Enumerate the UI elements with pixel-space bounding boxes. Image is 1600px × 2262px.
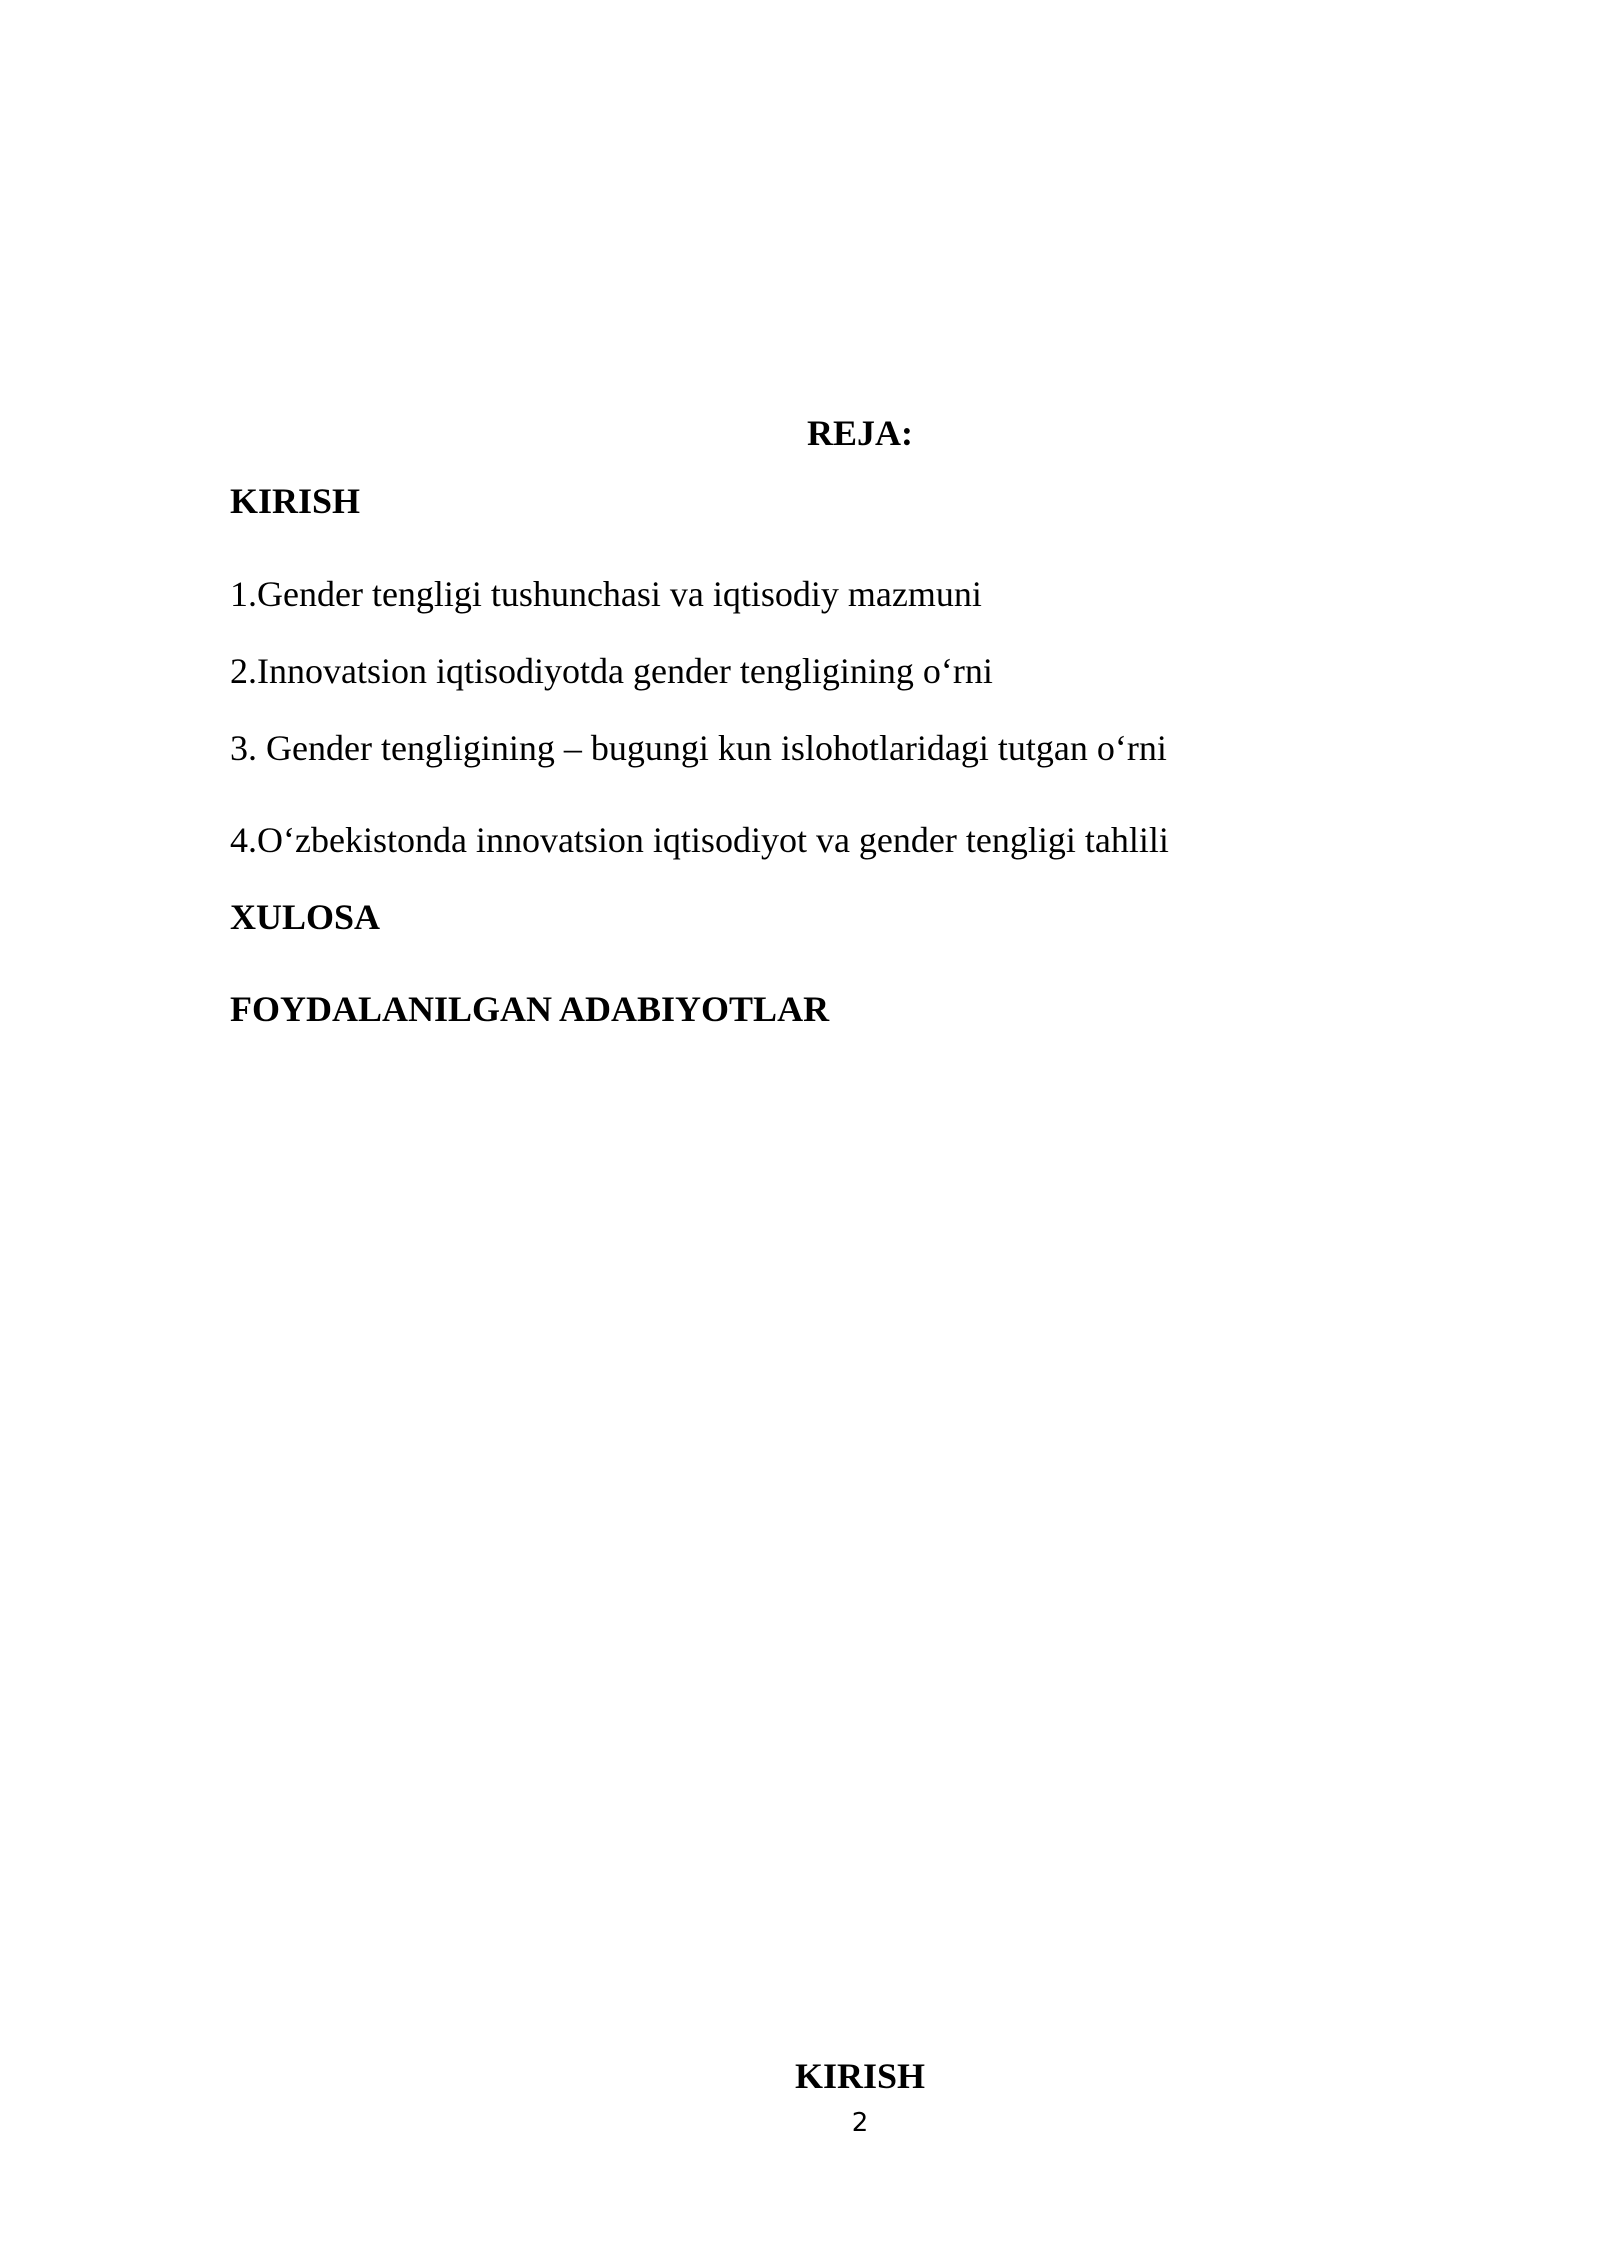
plan-item-1: 1.Gender tengligi tushunchasi va iqtisodiy mazmuni [230,574,982,614]
plan-conclusion-heading: XULOSA [230,897,381,937]
plan-references-heading: FOYDALANILGAN ADABIYOTLAR [230,989,830,1029]
next-section-heading: KIRISH [794,2056,926,2096]
plan-item-4: 4.O‘zbekistonda innovatsion iqtisodiyot va gender tengligi tahlili [230,820,1169,860]
page-number: 2 [851,2108,869,2138]
plan-title: REJA: [807,413,913,453]
plan-item-2: 2.Innovatsion iqtisodiyotda gender tengligining o‘rni [230,651,993,691]
plan-item-3: 3. Gender tengligining – bugungi kun islohotlaridagi tutgan o‘rni [230,728,1167,768]
plan-intro-heading: KIRISH [230,481,361,521]
